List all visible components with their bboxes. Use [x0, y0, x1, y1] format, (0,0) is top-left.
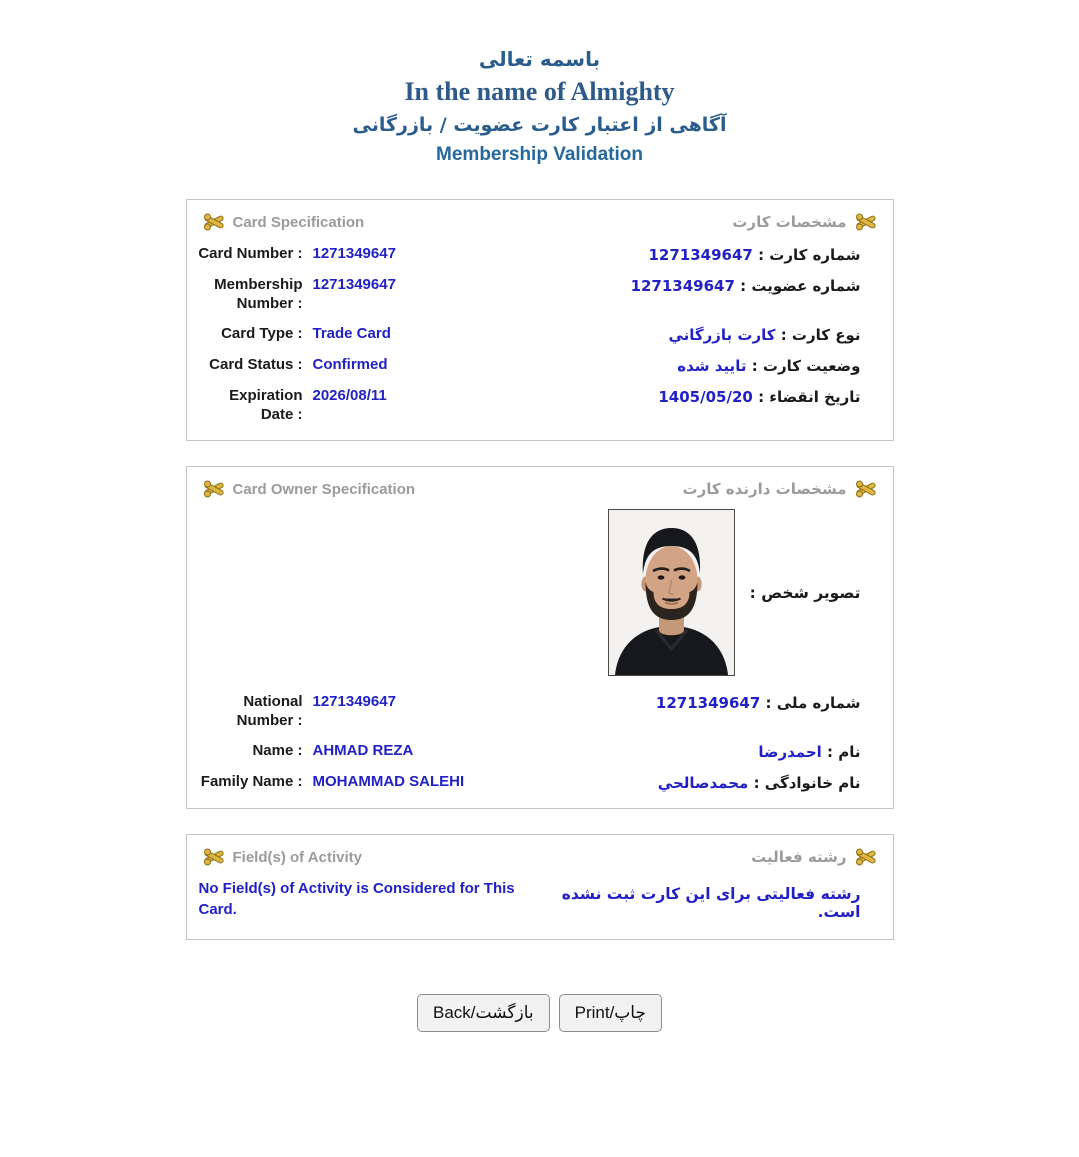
- activity-content: [187, 875, 893, 939]
- field-label-fa: وضعیت کارت :: [751, 357, 861, 375]
- section-title-en: Card Owner Specification: [232, 480, 416, 498]
- gold-keys-icon: [855, 480, 877, 498]
- gold-keys-icon: [203, 848, 225, 866]
- field-label-en: Card Status :: [209, 356, 303, 373]
- section-header: [187, 467, 893, 507]
- field-label-fa: نام :: [827, 743, 861, 761]
- gold-keys-icon: [203, 213, 225, 231]
- field-label-fa: شماره عضویت :: [740, 277, 861, 295]
- field-label-fa: تاریخ انقضاء :: [758, 388, 861, 406]
- field-label-en: Family Name :: [200, 773, 303, 790]
- section-title-en-wrap: [203, 480, 416, 498]
- card-spec-rows: [187, 240, 893, 440]
- field-row-name: [197, 741, 861, 761]
- field-value-fa: احمدرضا: [758, 743, 822, 761]
- section-title-fa: مشخصات کارت: [732, 213, 847, 231]
- field-row-family-name: [197, 772, 861, 792]
- person-photo: [608, 509, 735, 676]
- activity-message-en: No Field(s) of Activity is Considered for This Card.: [198, 880, 515, 918]
- field-value-en: MOHAMMAD SALEHI: [312, 773, 465, 790]
- section-title-fa: رشته فعالیت: [751, 848, 847, 866]
- bismillah-fa: باسمه تعالی: [478, 47, 601, 71]
- field-label-en: Card Number :: [198, 245, 303, 262]
- button-bar: [0, 994, 1079, 1032]
- section-title-fa-wrap: [732, 213, 876, 231]
- field-value-en: AHMAD REZA: [312, 742, 414, 759]
- field-row-card-number: [197, 244, 861, 264]
- section-title-en-wrap: [203, 213, 365, 231]
- person-photo-row: [187, 507, 893, 688]
- gold-keys-icon: [855, 213, 877, 231]
- photo-label-fa: تصویر شخص :: [749, 583, 861, 602]
- section-title-en: Card Specification: [232, 213, 365, 231]
- field-row-expiration-date: [197, 386, 861, 424]
- section-header: [187, 200, 893, 240]
- section-title-fa-wrap: [683, 480, 877, 498]
- page-subtitle-fa: آگاهی از اعتبار کارت عضویت / بازرگانی: [352, 114, 727, 136]
- section-title-en-wrap: [203, 848, 362, 866]
- field-label-en: National Number :: [236, 693, 303, 729]
- field-row-national-number: [197, 692, 861, 730]
- field-value-fa: 1271349647: [630, 277, 735, 295]
- card-owner-section: [186, 466, 894, 809]
- gold-keys-icon: [203, 480, 225, 498]
- activity-message-fa: رشته فعالیتی برای این کارت ثبت نشده است.: [561, 885, 861, 921]
- gold-keys-icon: [855, 848, 877, 866]
- section-header: [187, 835, 893, 875]
- field-label-en: Card Type :: [221, 325, 303, 342]
- field-value-fa: محمدصالحي: [657, 774, 749, 792]
- section-title-en: Field(s) of Activity: [232, 848, 362, 866]
- page-title: Membership Validation: [436, 144, 643, 165]
- back-button[interactable]: Back/بازگشت: [417, 994, 550, 1032]
- field-value-fa: 1271349647: [648, 246, 753, 264]
- card-specification-section: [186, 199, 894, 441]
- activity-section: [186, 834, 894, 940]
- field-row-card-type: [197, 324, 861, 344]
- field-label-fa: شماره ملی :: [765, 694, 861, 712]
- field-label-fa: نام خانوادگی :: [753, 774, 861, 792]
- field-value-en: 2026/08/11: [312, 387, 387, 404]
- field-value-en: 1271349647: [312, 693, 396, 710]
- field-value-en: Trade Card: [312, 325, 391, 342]
- field-value-fa: 1271349647: [655, 694, 761, 712]
- print-button[interactable]: Print/چاپ: [559, 994, 662, 1032]
- field-label-fa: نوع کارت :: [780, 326, 861, 344]
- section-title-fa-wrap: [751, 848, 876, 866]
- page-header: [0, 44, 1079, 169]
- field-value-fa: 1405/05/20: [658, 388, 753, 406]
- field-row-membership-number: [197, 275, 861, 313]
- field-label-en: Membership Number :: [214, 276, 303, 312]
- field-value-en: 1271349647: [312, 245, 396, 262]
- field-value-en: 1271349647: [312, 276, 396, 293]
- field-value-fa: کارت بازرگاني: [668, 326, 776, 344]
- field-value-fa: تایید شده: [677, 357, 747, 375]
- section-title-fa: مشخصات دارنده کارت: [682, 480, 847, 498]
- field-label-en: Expiration Date :: [229, 387, 303, 423]
- field-value-en: Confirmed: [312, 356, 388, 373]
- bismillah-en: In the name of Almighty: [404, 77, 675, 106]
- field-row-card-status: [197, 355, 861, 375]
- owner-rows: [187, 688, 893, 808]
- field-label-fa: شماره کارت :: [758, 246, 861, 264]
- field-label-en: Name :: [252, 742, 303, 759]
